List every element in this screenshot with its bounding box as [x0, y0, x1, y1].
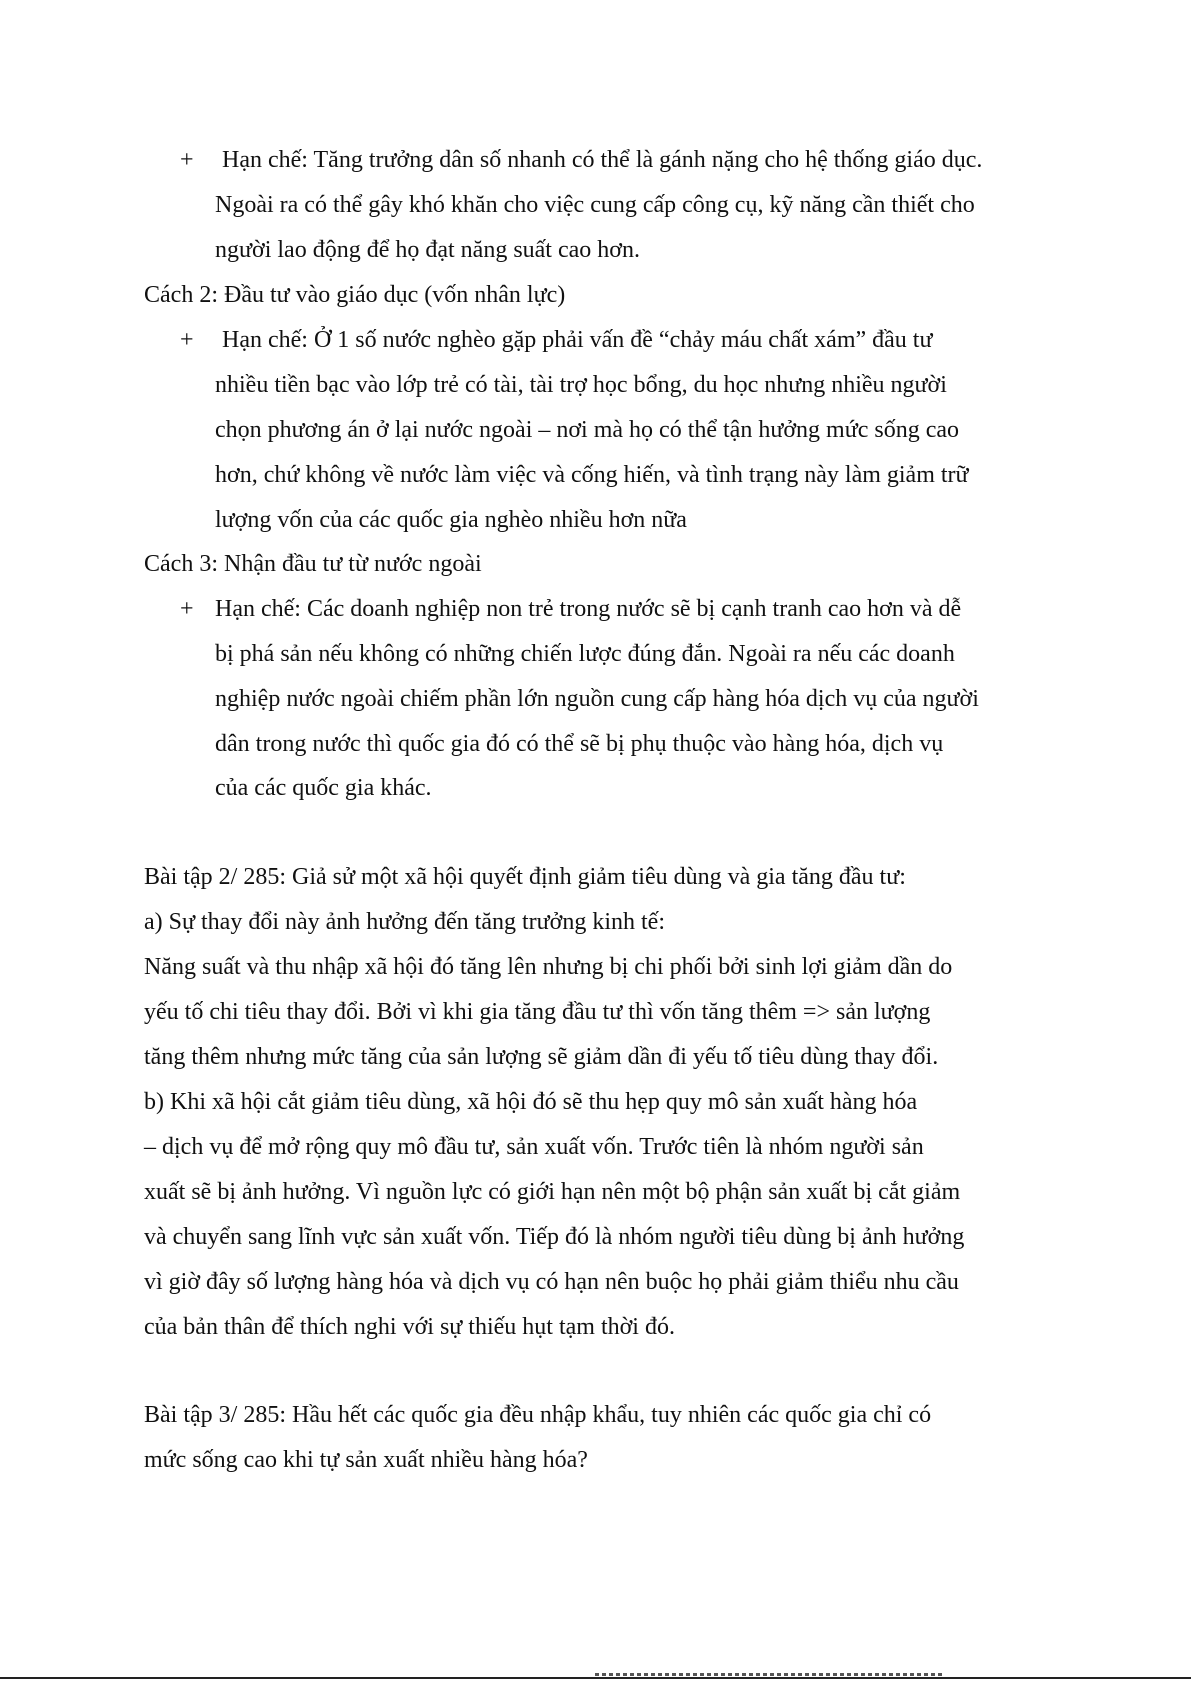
bullet3-line-4: dân trong nước thì quốc gia đó có thể sẽ bị phụ thuộc vào hàng hóa, dịch vụ [215, 731, 944, 757]
bullet2-line-4: hơn, chứ không về nước làm việc và cống hiến, và tình trạng này làm giảm trữ [215, 462, 969, 488]
exercise2-part-a-line-3: tăng thêm nhưng mức tăng của sản lượng sẽ giảm dần đi yếu tố tiêu dùng thay đổi. [144, 1044, 939, 1070]
cach3-heading: Cách 3: Nhận đầu tư từ nước ngoài [144, 551, 482, 577]
page-bottom-rule [0, 1677, 1191, 1679]
bullet2-line-1: Hạn chế: Ở 1 số nước nghèo gặp phải vấn đề “chảy máu chất xám” đầu tư [222, 327, 933, 353]
bullet-marker: + [180, 596, 194, 622]
bullet1-line-2: Ngoài ra có thể gây khó khăn cho việc cung cấp công cụ, kỹ năng cần thiết cho [215, 192, 975, 218]
bullet2-line-3: chọn phương án ở lại nước ngoài – nơi mà họ có thể tận hưởng mức sống cao [215, 417, 959, 443]
bullet3-line-2: bị phá sản nếu không có những chiến lược đúng đắn. Ngoài ra nếu các doanh [215, 641, 955, 667]
exercise2-part-b-line-6: của bản thân để thích nghi với sự thiếu hụt tạm thời đó. [144, 1314, 675, 1340]
cach2-heading: Cách 2: Đầu tư vào giáo dục (vốn nhân lực) [144, 282, 566, 308]
bullet3-line-1: Hạn chế: Các doanh nghiệp non trẻ trong nước sẽ bị cạnh tranh cao hơn và dễ [215, 596, 962, 622]
exercise2-part-b-line-4: và chuyển sang lĩnh vực sản xuất vốn. Tiếp đó là nhóm người tiêu dùng bị ảnh hưởng [144, 1224, 965, 1250]
bullet1-line-1: Hạn chế: Tăng trưởng dân số nhanh có thể là gánh nặng cho hệ thống giáo dục. [222, 147, 983, 173]
exercise2-part-b-line-3: xuất sẽ bị ảnh hưởng. Vì nguồn lực có giới hạn nên một bộ phận sản xuất bị cắt giảm [144, 1179, 961, 1205]
bullet-marker: + [180, 147, 194, 173]
exercise2-part-b-line-5: vì giờ đây số lượng hàng hóa và dịch vụ có hạn nên buộc họ phải giảm thiểu nhu cầu [144, 1269, 959, 1295]
exercise2-part-a-line-1: Năng suất và thu nhập xã hội đó tăng lên nhưng bị chi phối bởi sinh lợi giảm dần do [144, 954, 953, 980]
exercise2-part-a-line-2: yếu tố chi tiêu thay đổi. Bởi vì khi gia tăng đầu tư thì vốn tăng thêm => sản lượng [144, 999, 931, 1025]
bullet1-line-3: người lao động để họ đạt năng suất cao hơn. [215, 237, 640, 263]
exercise2-part-a-heading: a) Sự thay đổi này ảnh hưởng đến tăng trưởng kinh tế: [144, 909, 665, 935]
exercise3-line-1: Bài tập 3/ 285: Hầu hết các quốc gia đều nhập khẩu, tuy nhiên các quốc gia chỉ có [144, 1402, 932, 1428]
exercise2-title: Bài tập 2/ 285: Giả sử một xã hội quyết định giảm tiêu dùng và gia tăng đầu tư: [144, 864, 906, 890]
bullet2-line-5: lượng vốn của các quốc gia nghèo nhiều hơn nữa [215, 507, 687, 533]
bullet3-line-3: nghiệp nước ngoài chiếm phần lớn nguồn cung cấp hàng hóa dịch vụ của người [215, 686, 979, 712]
exercise3-line-2: mức sống cao khi tự sản xuất nhiều hàng hóa? [144, 1447, 588, 1473]
page-bottom-scan-artifact [595, 1673, 945, 1676]
exercise2-part-b-line-2: – dịch vụ để mở rộng quy mô đầu tư, sản xuất vốn. Trước tiên là nhóm người sản [144, 1134, 924, 1160]
exercise2-part-b-line-1: b) Khi xã hội cắt giảm tiêu dùng, xã hội đó sẽ thu hẹp quy mô sản xuất hàng hóa [144, 1089, 918, 1115]
bullet2-line-2: nhiều tiền bạc vào lớp trẻ có tài, tài trợ học bổng, du học nhưng nhiều người [215, 372, 947, 398]
bullet-marker: + [180, 327, 194, 353]
bullet3-line-5: của các quốc gia khác. [215, 775, 432, 801]
